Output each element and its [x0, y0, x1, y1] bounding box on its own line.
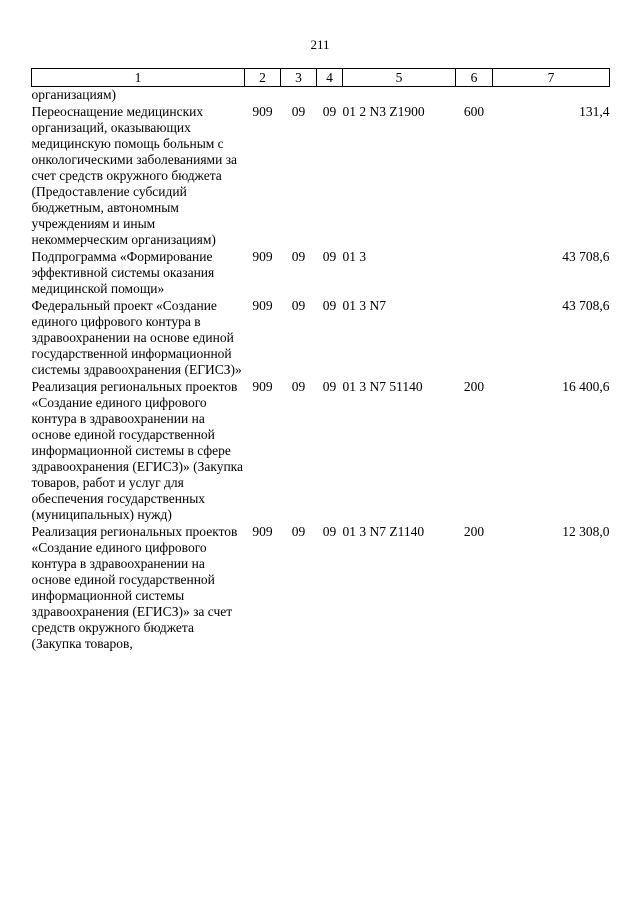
row-target-article: 01 3 N7 51140 [342, 379, 423, 394]
row-subsection: 09 [322, 249, 337, 264]
row-target-article: 01 3 N7 [342, 298, 386, 313]
table-row [32, 104, 610, 249]
header-col-2: 2 [245, 69, 281, 87]
row-name: Федеральный проект «Создание единого цифрового контура в здравоохранении на основе единой государственной информационной системы здравоохранения (ЕГИСЗ)» [31, 298, 242, 377]
row-expense-type: 200 [463, 379, 485, 394]
table-row [32, 524, 610, 653]
row-amount [493, 87, 610, 105]
header-col-1: 1 [32, 69, 245, 87]
row-amount: 43 708,6 [562, 298, 610, 313]
row-expense-type: 600 [463, 104, 485, 119]
row-amount: 131,4 [579, 104, 610, 119]
row-section: 09 [291, 379, 306, 394]
row-admin-code: 909 [252, 524, 273, 539]
header-col-7: 7 [493, 69, 610, 87]
row-target-article: 01 2 N3 Z1900 [342, 104, 425, 119]
row-target-article [343, 87, 456, 105]
row-subsection: 09 [322, 298, 337, 313]
header-col-4: 4 [317, 69, 343, 87]
row-expense-type [456, 298, 493, 379]
table-row [32, 87, 610, 105]
row-admin-code [245, 87, 281, 105]
row-name: Переоснащение медицинских организаций, оказывающих медицинскую помощь больным с онкологическими заболеваниями за счет средств окружного бюджета (Предоставление субсидий бюджетным, автономным учреждениям и иным некоммерческим организациям) [31, 104, 238, 247]
row-section: 09 [291, 104, 306, 119]
table-row [32, 249, 610, 298]
row-target-article: 01 3 [342, 249, 367, 264]
row-expense-type: 200 [463, 524, 485, 539]
row-subsection: 09 [322, 104, 337, 119]
row-section: 09 [291, 524, 306, 539]
header-col-6: 6 [456, 69, 493, 87]
row-subsection [317, 87, 343, 105]
row-amount: 43 708,6 [562, 249, 610, 264]
header-col-3: 3 [281, 69, 317, 87]
header-col-5: 5 [343, 69, 456, 87]
row-target-article: 01 3 N7 Z1140 [342, 524, 425, 539]
row-section: 09 [291, 298, 306, 313]
table-header-row [32, 69, 610, 87]
row-admin-code: 909 [252, 298, 273, 313]
table-row [32, 298, 610, 379]
row-name: Подпрограмма «Формирование эффективной системы оказания медицинской помощи» [31, 249, 215, 296]
row-name: Реализация региональных проектов «Создание единого цифрового контура в здравоохранении на основе единой государственной информационной системы в сфере здравоохранения (ЕГИСЗ)» (Закупка товаров, работ и услуг для обеспечения государственных (муниципальных) нужд) [31, 379, 244, 522]
table-row [32, 379, 610, 524]
row-section [281, 87, 317, 105]
row-subsection: 09 [322, 524, 337, 539]
page-number: 211 [310, 37, 330, 52]
row-admin-code: 909 [252, 379, 273, 394]
row-admin-code: 909 [252, 104, 273, 119]
row-expense-type [456, 249, 493, 298]
row-name: Реализация региональных проектов «Создание единого цифрового контура в здравоохранении на основе единой государственной информационной системы здравоохранения (ЕГИСЗ)» за счет средств окружного бюджета (Закупка товаров, [31, 524, 238, 651]
row-subsection: 09 [322, 379, 337, 394]
budget-table [31, 68, 610, 653]
row-admin-code: 909 [252, 249, 273, 264]
row-name: организациям) [31, 87, 117, 102]
row-amount: 16 400,6 [562, 379, 610, 394]
row-expense-type [456, 87, 493, 105]
row-amount: 12 308,0 [562, 524, 610, 539]
row-section: 09 [291, 249, 306, 264]
